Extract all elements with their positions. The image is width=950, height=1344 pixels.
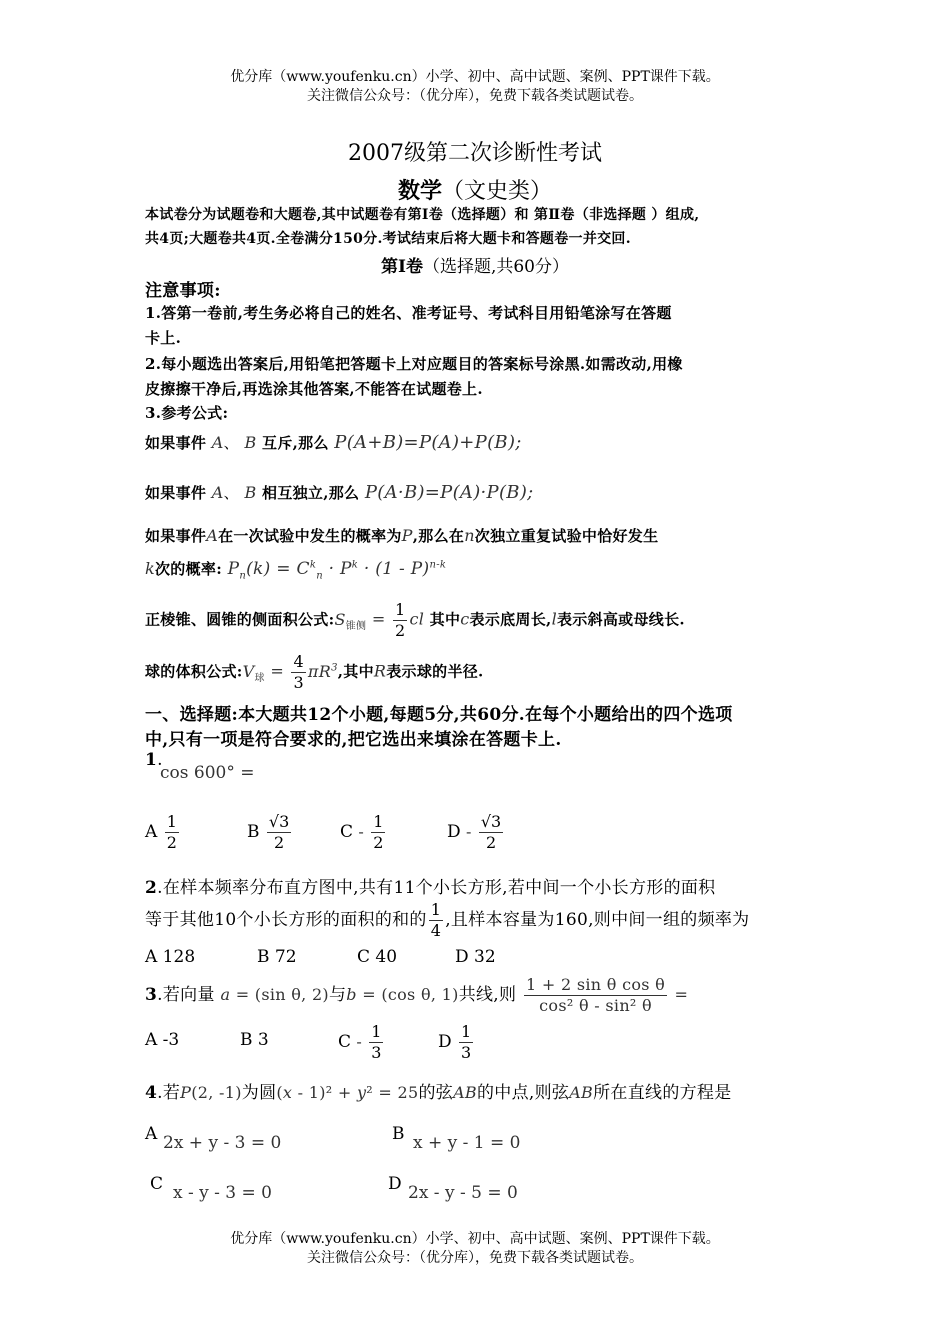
q4-option-c[interactable]: x - y - 3 = 0 <box>173 1183 272 1203</box>
formula-5: 球的体积公式$:V_球$ = $\frac{4}{3}$ $\pi R^3$,其中R表示球的半径. <box>145 652 484 692</box>
question-2-line-2: 等于其他10个小长方形的面积的和的 $\frac{1}{4}$ ,且样本容量为160,则中间一组的频率为 <box>145 900 750 940</box>
q1-option-a[interactable]: A $\frac{1}{2}$ <box>145 812 177 852</box>
question-2-line-1: 2.在样本频率分布直方图中,共有11个小长方形,若中间一个小长方形的面积 <box>145 878 716 898</box>
q2-option-c[interactable]: C 40 <box>357 947 398 967</box>
note-2a: 2.每小题选出答案后,用铅笔把答题卡上对应题目的答案标号涂黑.如需改动,用橡 <box>145 355 683 373</box>
q4-option-a-letter[interactable]: A <box>145 1124 158 1144</box>
q4-option-d-letter[interactable]: D <box>388 1174 402 1194</box>
q4-option-b-letter[interactable]: B <box>392 1124 405 1144</box>
header-line-1: 优分库（www.youfenku.cn）小学、初中、高中试题、案例、PPT课件下载。 <box>230 69 720 85</box>
note-3: 3.参考公式: <box>145 404 229 422</box>
exam-subject <box>0 174 950 205</box>
question-4: 4.若P(2, -1)为圆(x - 1)² + y² = 25的弦AB的中点,则弦AB所在直线的方程是 <box>145 1083 732 1103</box>
q2-option-a[interactable]: A 128 <box>145 947 196 967</box>
note-2b: 皮擦擦干净后,再选涂其他答案,不能答在试题卷上. <box>145 380 483 398</box>
q1-expression: cos 600° = <box>160 763 255 783</box>
note-1a: 1.答第一卷前,考生务必将自己的姓名、准考证号、考试科目用铅笔涂写在答题 <box>145 304 672 322</box>
formula-1: 如果事件 A、 B 互斥,那么 P(A+B)=P(A)+P(B); <box>145 432 522 453</box>
intro-line-2: 共4页;大题卷共4页.全卷满分150分.考试结束后将大题卡和答题卷一并交回. <box>145 231 631 247</box>
notes-heading: 注意事项: <box>145 281 221 301</box>
note-1b: 卡上. <box>145 329 182 347</box>
q3-option-a[interactable]: A -3 <box>145 1030 180 1050</box>
q4-option-d[interactable]: 2x - y - 5 = 0 <box>408 1183 518 1203</box>
q3-option-d[interactable]: D $\frac{1}{3}$ <box>438 1022 472 1062</box>
section1-line-2: 中,只有一项是符合要求的,把它选出来填涂在答题卡上. <box>145 730 562 750</box>
section1-line-1: 一、选择题:本大题共12个小题,每题5分,共60分.在每个小题给出的四个选项 <box>145 705 733 725</box>
footer-line-2: 关注微信公众号：（优分库），免费下载各类试题试卷。 <box>307 1250 643 1266</box>
q1-option-b[interactable]: B $\frac{√3}{2}$ <box>247 812 290 852</box>
q2-option-d[interactable]: D 32 <box>455 947 496 967</box>
q4-option-c-letter[interactable]: C <box>150 1174 164 1194</box>
subject-name: 数学 <box>397 178 442 204</box>
q2-option-b[interactable]: B 72 <box>257 947 297 967</box>
header-line-2: 关注微信公众号：（优分库），免费下载各类试题试卷。 <box>307 88 643 104</box>
part1-title: 第Ⅰ卷 <box>381 257 423 277</box>
exam-title: 2007级第二次诊断性考试 <box>348 141 602 166</box>
q1-option-c[interactable]: C - $\frac{1}{2}$ <box>340 812 384 852</box>
part1-note: （选择题,共60分） <box>422 257 569 277</box>
question-1: 1. <box>145 750 163 770</box>
part1-heading <box>0 252 950 277</box>
formula-3-line-1: 如果事件A在一次试验中发生的概率为P,那么在n次独立重复试验中恰好发生 <box>145 526 659 545</box>
subject-type: （文史类） <box>442 179 553 204</box>
formula-4: 正棱锥、圆锥的侧面积公式$:S_{锥侧}$ = $\frac{1}{2}$ cl 其中c表示底周长,l表示斜高或母线长. <box>145 600 685 640</box>
footer-line-1: 优分库（www.youfenku.cn）小学、初中、高中试题、案例、PPT课件下载。 <box>230 1231 720 1247</box>
q1-option-d[interactable]: D - $\frac{√3}{2}$ <box>447 812 502 852</box>
q4-option-a[interactable]: 2x + y - 3 = 0 <box>163 1133 282 1153</box>
q4-option-b[interactable]: x + y - 1 = 0 <box>413 1133 521 1153</box>
question-3: 3.若向量 a = (sin θ, 2)与b = (cos θ, 1)共线,则 $\frac{\text{1 + 2 sin θ cos θ}}{\text{cos² θ - sin² θ}}$ = <box>145 975 689 1015</box>
formula-3-line-2: k次的概率: $P_n(k) = C^k_n \cdot P^k \cdot (1 - P)^{n-k}$ <box>145 559 447 582</box>
intro-line-1: 本试卷分为试题卷和大题卷,其中试题卷有第Ⅰ卷（选择题）和 第Ⅱ卷（非选择题 ）组成, <box>145 207 700 223</box>
formula-2: 如果事件 A、 B 相互独立,那么 P(A·B)=P(A)·P(B); <box>145 482 534 503</box>
q3-option-b[interactable]: B 3 <box>240 1030 269 1050</box>
q3-option-c[interactable]: C - $\frac{1}{3}$ <box>338 1022 382 1062</box>
